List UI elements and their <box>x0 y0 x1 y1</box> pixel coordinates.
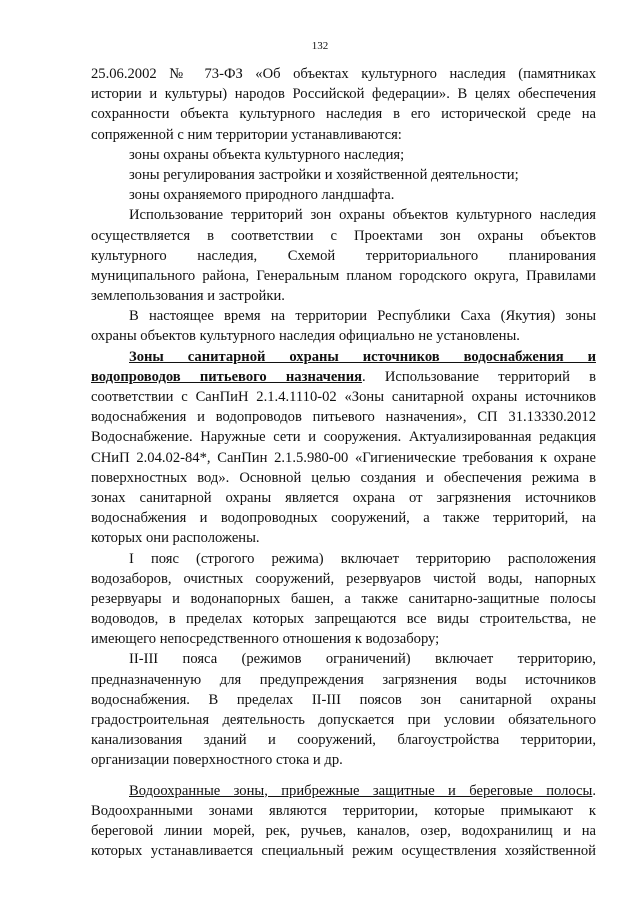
text-line <box>91 750 596 770</box>
heading-text: водопроводов питьевого назначения <box>91 368 363 385</box>
text-line <box>91 266 596 286</box>
text-line <box>91 427 596 447</box>
text-line <box>91 226 596 246</box>
text-run: зоны охраны объекта культурного наследия; <box>129 146 405 163</box>
text-run: зонах санитарной охраны является охрана от загрязнения источников <box>91 489 596 506</box>
text-line <box>91 569 596 589</box>
text-line <box>91 629 596 649</box>
page-number: 132 <box>311 40 329 52</box>
text-run: водоснабжения и водопроводов питьевого назначения», СП 31.13330.2012 <box>91 409 596 426</box>
text-run: поверхностных вод». Основной целью создания и обеспечения режима в <box>91 469 596 486</box>
text-run: предназначенную для предупреждения загрязнения воды источников <box>91 671 596 688</box>
text-run: резервуары и водонапорных башен, а также санитарно-защитные полосы <box>91 590 596 607</box>
document-body <box>91 64 596 861</box>
text-line <box>91 549 596 569</box>
text-run: осуществляется в соответствии с Проектами зон охраны объектов <box>91 227 596 244</box>
heading-text: Водоохранные зоны, прибрежные защитные и береговые полосы <box>129 782 593 799</box>
text-line <box>91 508 596 528</box>
text-line <box>91 407 596 427</box>
text-run: культурного наследия, Схемой территориального планирования <box>91 247 596 264</box>
text-line <box>91 468 596 488</box>
text-run: В настоящее время на территории Республики Саха (Якутия) зоны <box>129 308 596 325</box>
text-line <box>91 326 596 346</box>
text-line <box>91 205 596 225</box>
text-run: сохранности объекта культурного наследия в его исторической среде на <box>91 106 596 123</box>
text-run: водоводов, в пределах которых запрещаются все виды строительства, не <box>91 611 596 628</box>
text-line <box>91 286 596 306</box>
text-line <box>91 125 596 145</box>
text-run: Водоснабжение. Наружные сети и сооружения. Актуализированная редакция <box>91 429 596 446</box>
text-line <box>91 165 596 185</box>
heading-text: Зоны санитарной охраны источников водоснабжения и <box>129 348 596 365</box>
text-line <box>91 306 596 326</box>
text-run: водозаборов, очистных сооружений, резервуаров чистой воды, напорных <box>91 570 596 587</box>
text-run: . Использование территорий в <box>362 368 596 385</box>
text-run: имеющего непосредственного отношения к водозабору; <box>91 631 440 648</box>
text-run: водоснабжения и водопроводных сооружений, а также территорий, на <box>91 510 596 527</box>
text-run: зоны охраняемого природного ландшафта. <box>129 187 395 204</box>
text-run: Водоохранными зонами являются территории, которые примыкают к <box>91 802 596 819</box>
text-line <box>91 246 596 266</box>
text-run: канализования зданий и сооружений, благоустройства территории, <box>91 732 596 749</box>
text-line <box>91 145 596 165</box>
text-line <box>91 670 596 690</box>
text-line <box>91 104 596 124</box>
text-line <box>91 387 596 407</box>
text-line <box>91 609 596 629</box>
text-run: СНиП 2.04.02-84*, СанПин 2.1.5.980-00 «Гигиенические требования к охране <box>91 449 596 466</box>
text-line <box>91 649 596 669</box>
text-run: землепользования и застройки. <box>91 288 285 305</box>
text-run: муниципального района, Генеральным планом городского округа, Правилами <box>91 267 596 284</box>
text-line <box>91 528 596 548</box>
text-run: соответствии с СанПиН 2.1.4.1110-02 «Зоны санитарной охраны источников <box>91 389 596 405</box>
text-line <box>91 448 596 468</box>
text-run: I пояс (строгого режима) включает территорию расположения <box>129 550 596 567</box>
text-line <box>91 347 596 367</box>
text-line <box>91 367 596 387</box>
text-run: градостроительная деятельность допускается при условии обязательного <box>91 712 596 728</box>
text-line <box>91 730 596 750</box>
text-run: которых они расположены. <box>91 530 260 547</box>
text-run: водоснабжения. В пределах II-III поясов зон санитарной охраны <box>91 691 596 708</box>
paragraph-gap <box>91 771 596 781</box>
text-line <box>91 488 596 508</box>
text-line <box>91 185 596 205</box>
text-run: охраны объектов культурного наследия официально не установлены. <box>91 328 520 345</box>
text-line <box>91 801 596 821</box>
text-run: организации поверхностного стока и др. <box>91 752 343 769</box>
text-run: зоны регулирования застройки и хозяйственной деятельности; <box>129 166 519 183</box>
text-run: 25.06.2002 № 73-ФЗ «Об объектах культурного наследия (памятниках <box>91 66 596 82</box>
text-line <box>91 589 596 609</box>
text-line <box>91 781 596 801</box>
text-run: которых устанавливается специальный режим осуществления хозяйственной <box>91 843 596 860</box>
text-line <box>91 64 596 84</box>
text-line <box>91 821 596 841</box>
text-run: сопряженной с ним территории устанавливаются: <box>91 126 402 143</box>
text-run: . <box>592 782 596 799</box>
text-run: Использование территорий зон охраны объектов культурного наследия <box>129 207 596 224</box>
text-line <box>91 710 596 730</box>
text-line <box>91 84 596 104</box>
text-line <box>91 841 596 861</box>
text-run: береговой линии морей, рек, ручьев, каналов, озер, водохранилищ и на <box>91 822 596 839</box>
text-run: II-III пояса (режимов ограничений) включает территорию, <box>129 651 596 668</box>
text-run: истории и культуры) народов Российской федерации». В целях обеспечения <box>91 86 596 103</box>
text-line <box>91 690 596 710</box>
